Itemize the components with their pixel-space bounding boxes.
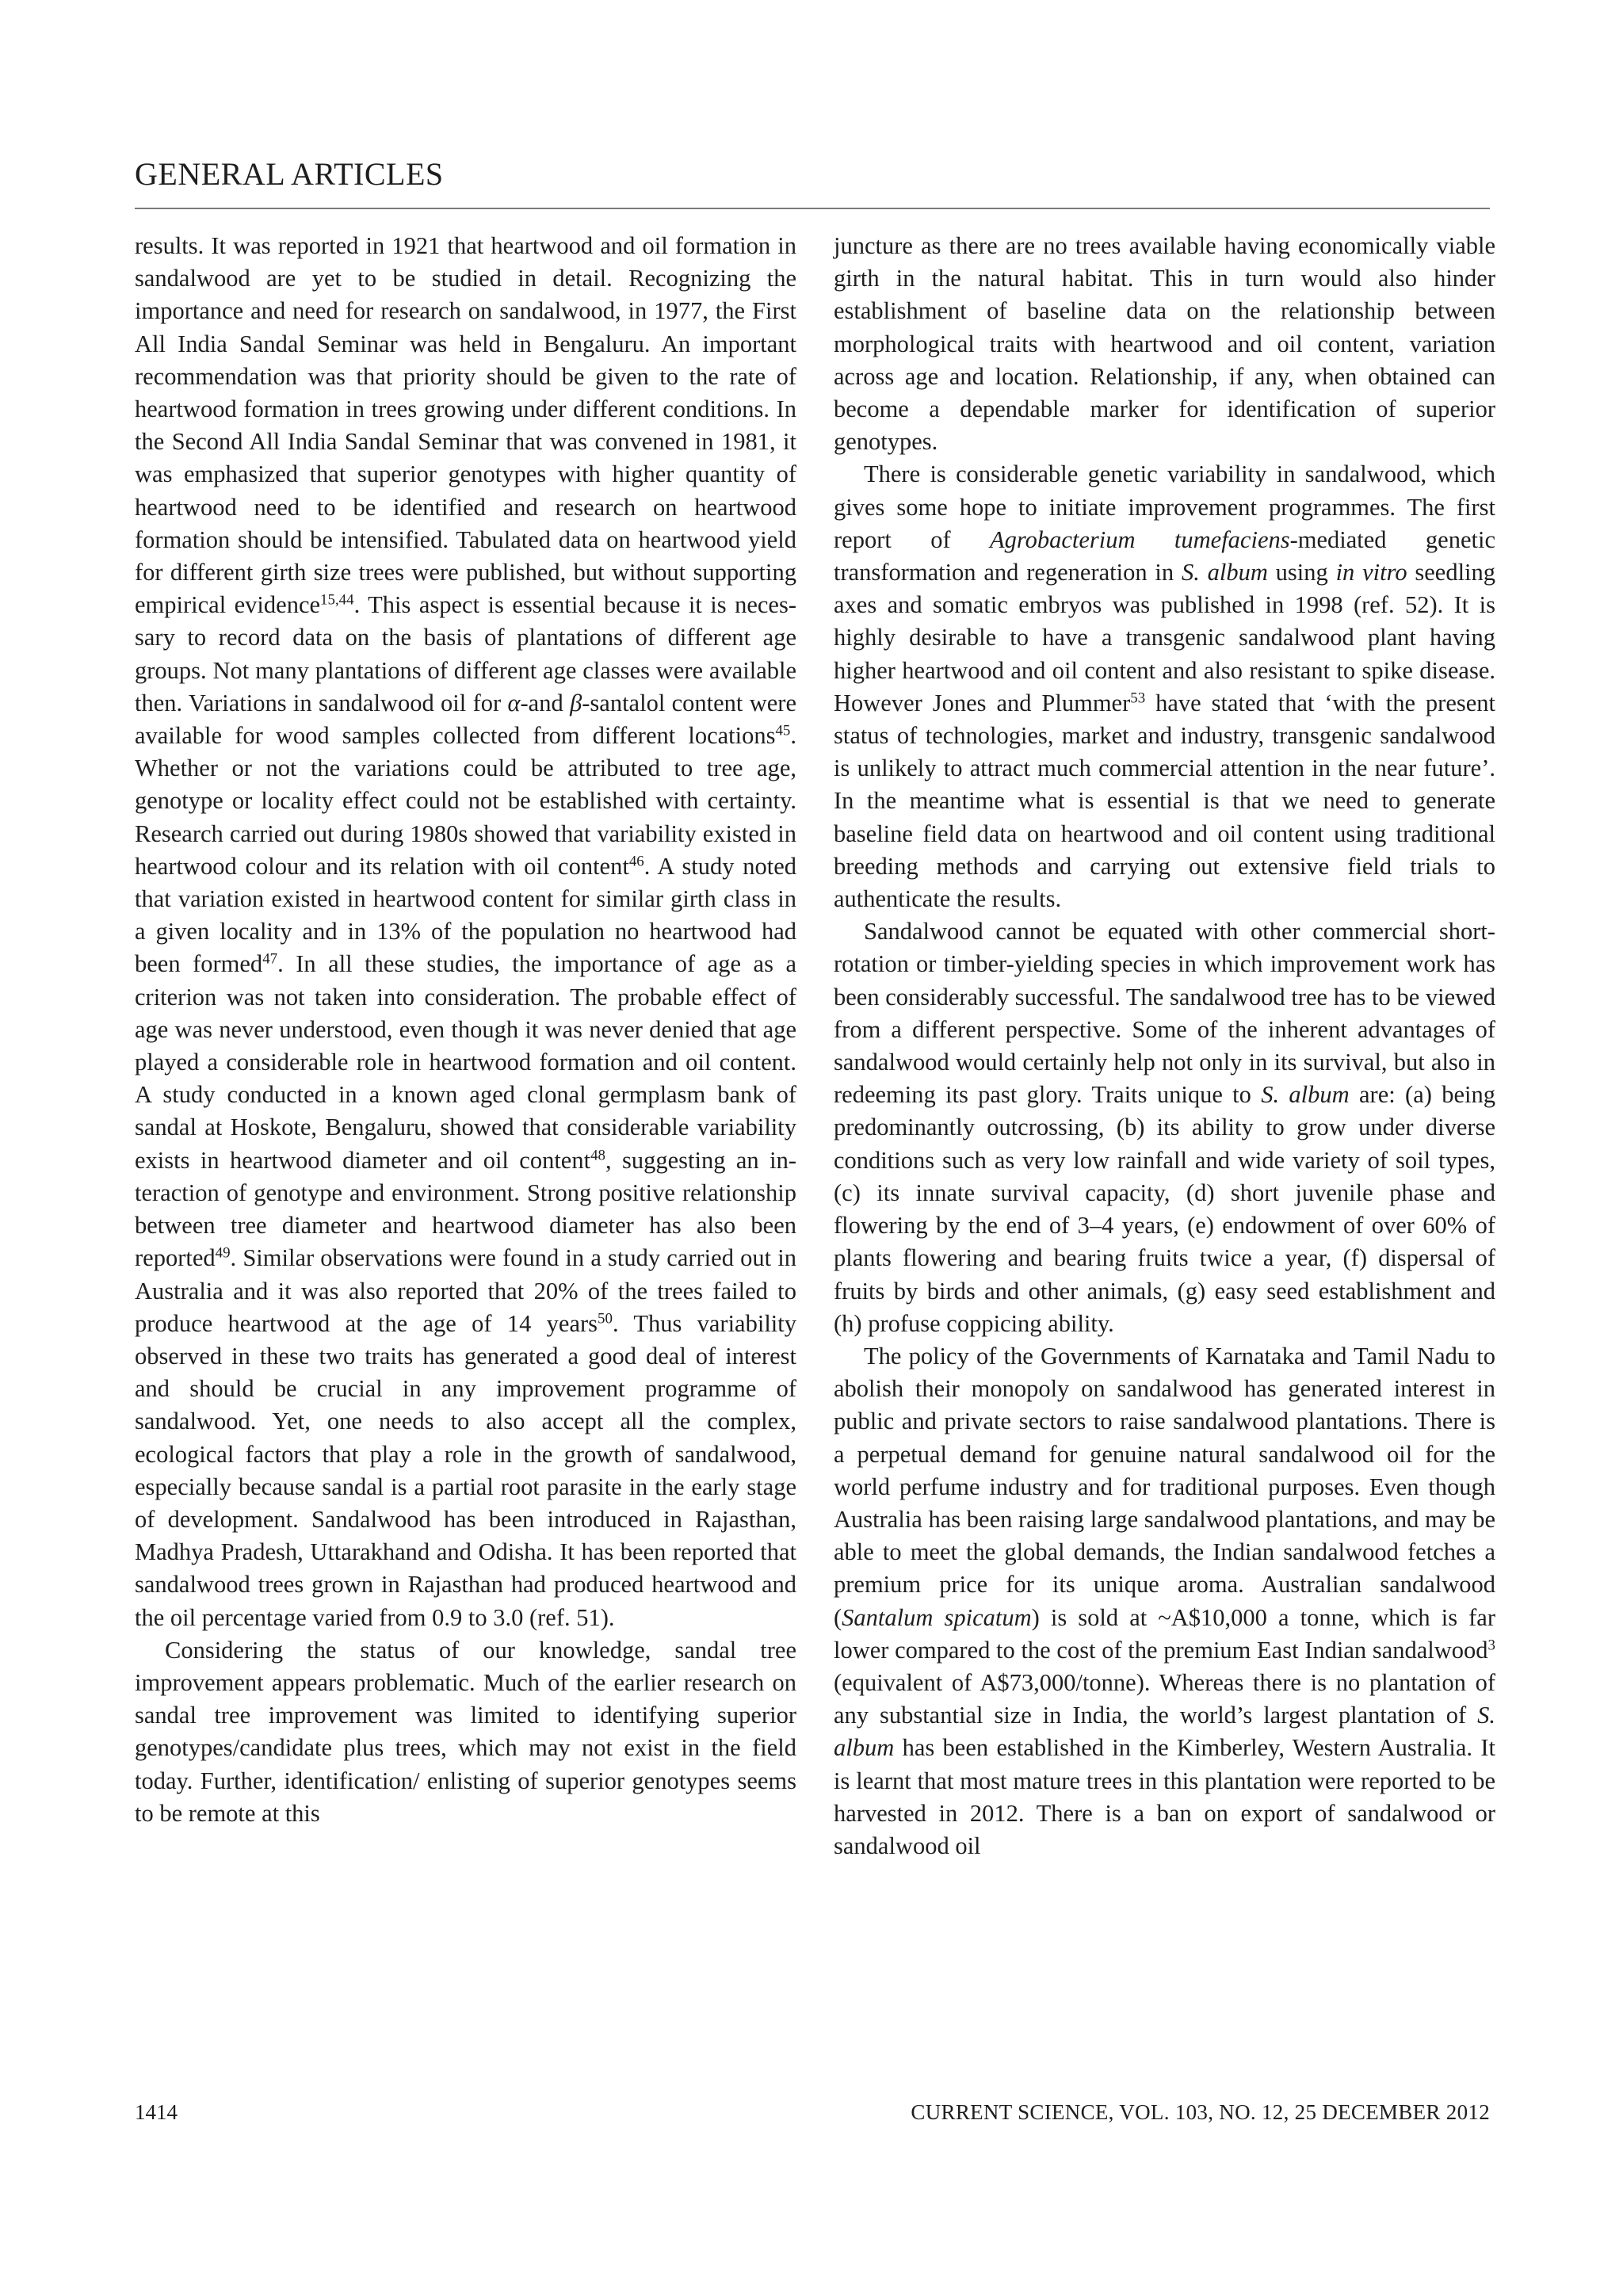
header-rule <box>135 208 1490 209</box>
citation-superscript: 48 <box>590 1147 605 1164</box>
running-head: GENERAL ARTICLES <box>135 156 444 192</box>
text-run: using <box>1267 559 1336 586</box>
text-run: (equivalent of A$73,000/tonne). Whereas there is no plantation of any substantial size in India, the world’s largest plantation of <box>834 1668 1495 1729</box>
text-run: . A study noted that variation existed in heartwood content for similar girth class in a given locality and in 13% of the population no heartwood had been formed <box>135 852 797 978</box>
text-run: . Whether or not the variations could be attributed to tree age, genotype or locality effect could not be established with certainty. Research carried out during 1980s showed that variability existed in heartwood colour and its relation with oil content <box>135 722 796 880</box>
journal-citation: CURRENT SCIENCE, VOL. 103, NO. 12, 25 DECEMBER 2012 <box>911 2100 1490 2124</box>
citation-superscript: 50 <box>598 1310 613 1328</box>
text-run: . Thus variability observed in these two traits has generated a good deal of interest and should be crucial in any improvement programme of sandalwood. Yet, one needs to also accept all the complex, ecological factors that play a role in the growth of sandalwood, especially because sandal is a partial root parasite in the early stage of development. Sandalwood has been introduced in Rajasthan, Madhya Pradesh, Uttarakhand and Odisha. It has been reported that sandalwood trees grown in Rajasthan had produced heartwood and the oil percentage varied from 0.9 to 3.0 (ref. 51). <box>135 1309 796 1631</box>
species-name: Agrobacterium tumefaciens <box>990 525 1290 553</box>
text-run: Sandalwood cannot be equated with other commercial short-rotation or timber-yielding species in which improvement work has been considerably successful. The sandalwood tree has to be viewed from a different perspective. Some of the inherent advantages of sandalwood would certainly help not only in its survival, but also in redeeming its past glory. Traits unique to <box>834 918 1495 1109</box>
left-column <box>135 230 796 1830</box>
paragraph <box>834 458 1495 915</box>
text-run: have stated that ‘with the present status of technologies, market and industry, transgenic sandalwood is unlikely to attract much commercial attention in the near future’. In the meantime what is essential is that we need to generate baseline field data on heartwood and oil content using traditional breeding methods and carrying out extensive field trials to authenticate the results. <box>834 689 1495 913</box>
species-name: S. album <box>1261 1081 1350 1109</box>
species-name: S. album <box>1181 559 1268 586</box>
text-run: -mediated genetic transformation and regeneration in <box>834 525 1495 586</box>
paragraph <box>135 230 796 1634</box>
citation-superscript: 47 <box>262 951 278 968</box>
text-run: has been established in the Kimberley, Western Australia. It is learnt that most mature trees in this plantation were reported to be harvested in 2012. There is a ban on export of sandalwood or sandalwood oil <box>834 1734 1495 1859</box>
greek-alpha: α <box>507 689 521 716</box>
text-run: are: (a) being predominantly outcrossing, (b) its ability to grow under diverse conditions such as very low rainfall and wide variety of soil types, (c) its innate survival capacity, (d) short juvenile phase and flowering by the end of 3–4 years, (e) endowment of over 60% of plants flowering and bearing fruits twice a year, (f) dispersal of fruits by birds and other animals, (g) easy seed establishment and (h) profuse coppicing ability. <box>834 1081 1495 1337</box>
text-run: , suggesting an interaction of genotype and environment. Strong positive relationship between tree diameter and heartwood diameter has also been reported <box>135 1146 796 1272</box>
text-run: . In all these studies, the importance of age as a criterion was not taken into consideration. The probable effect of age was never understood, even though it was never denied that age played a considerable role in heartwood formation and oil content. A study conducted in a known aged clonal germplasm bank of sandal at Hoskote, Bengaluru, showed that considerable variability exists in heartwood diameter and oil content <box>135 950 796 1174</box>
species-name: Santalum spicatum <box>842 1603 1032 1631</box>
species-name: S. album <box>834 1702 1495 1762</box>
text-run: -santalol content were available for wood samples collected from different locations <box>135 689 797 750</box>
paragraph: Considering the status of our knowledge, sandal tree improvement appears problematic. Much of the earlier research on sandal tree improvement was limited to identifying superior genotypes/candidate plus trees, which may not exist in the field today. Further, identification/ enlisting of superior genotypes seems to be remote at this <box>135 1636 796 1827</box>
page-number: 1414 <box>135 2100 178 2124</box>
citation-superscript: 46 <box>628 853 644 870</box>
citation-superscript: 53 <box>1130 690 1146 707</box>
text-run: seedling axes and somatic embryos was published in 1998 (ref. 52). It is highly desirable to have a transgenic sandalwood plant having higher heartwood and oil content and also resistant to spike disease. However Jones and Plummer <box>834 559 1496 716</box>
citation-superscript: 49 <box>215 1244 231 1262</box>
right-column <box>834 230 1495 1862</box>
citation-superscript: 15,44 <box>320 591 354 609</box>
text-run: ) is sold at ~A$10,000 a tonne, which is far lower compared to the cost of the premium East Indian sandalwood <box>834 1603 1495 1664</box>
text-run: results. It was reported in 1921 that heartwood and oil formation in sandalwood are yet to be studied in detail. Recognizing the importance and need for research on sandalwood, in 1977, the First All India Sandal Seminar was held in Bengaluru. An important recommendation was that priority should be given to the rate of heartwood formation in trees growing under different conditions. In the Second All India Sandal Seminar that was convened in 1981, it was emphasized that superior genotypes with higher quantity of heartwood need to be identified and research on heartwood formation should be intensified. Tabulated data on heartwood yield for different girth size trees were published, but without supporting empirical evidence <box>135 232 796 619</box>
paragraph <box>834 1340 1495 1862</box>
text-run: . This aspect is essential because it is necessary to record data on the basis of plantations of different age groups. Not many plantations of different age classes were available then. Variations in sandalwood oil for <box>135 591 796 716</box>
text-run: The policy of the Governments of Karnataka and Tamil Nadu to abolish their monopoly on sandalwood has generated interest in public and private sectors to raise sandalwood plantations. There is a perpetual demand for genuine natural sandalwood oil for the world perfume industry and for traditional purposes. Even though Australia has been raising large sandalwood plantations, and may be able to meet the global demands, the Indian sandalwood fetches a premium price for its unique aroma. Australian sandalwood ( <box>834 1342 1495 1631</box>
greek-beta: β <box>570 689 582 716</box>
citation-superscript: 3 <box>1487 1637 1495 1654</box>
text-run: . Similar observations were found in a study carried out in Australia and it was also reported that 20% of the trees failed to produce heartwood at the age of 14 years <box>135 1244 796 1337</box>
paragraph <box>834 915 1495 1340</box>
text-run: -and <box>520 689 571 716</box>
text-run: There is considerable genetic variability in sandalwood, which gives some hope to initiate improvement programmes. The first report of <box>834 460 1495 553</box>
citation-superscript: 45 <box>775 722 791 739</box>
italic-term: in vitro <box>1335 559 1407 586</box>
paragraph: juncture as there are no trees available having economically viable girth in the natural habitat. This in turn would also hinder establishment of baseline data on the relationship between morphological traits with heartwood and oil content, variation across age and location. Relationship, if any, when obtained can become a dependable marker for identification of superior genotypes. <box>834 232 1495 456</box>
